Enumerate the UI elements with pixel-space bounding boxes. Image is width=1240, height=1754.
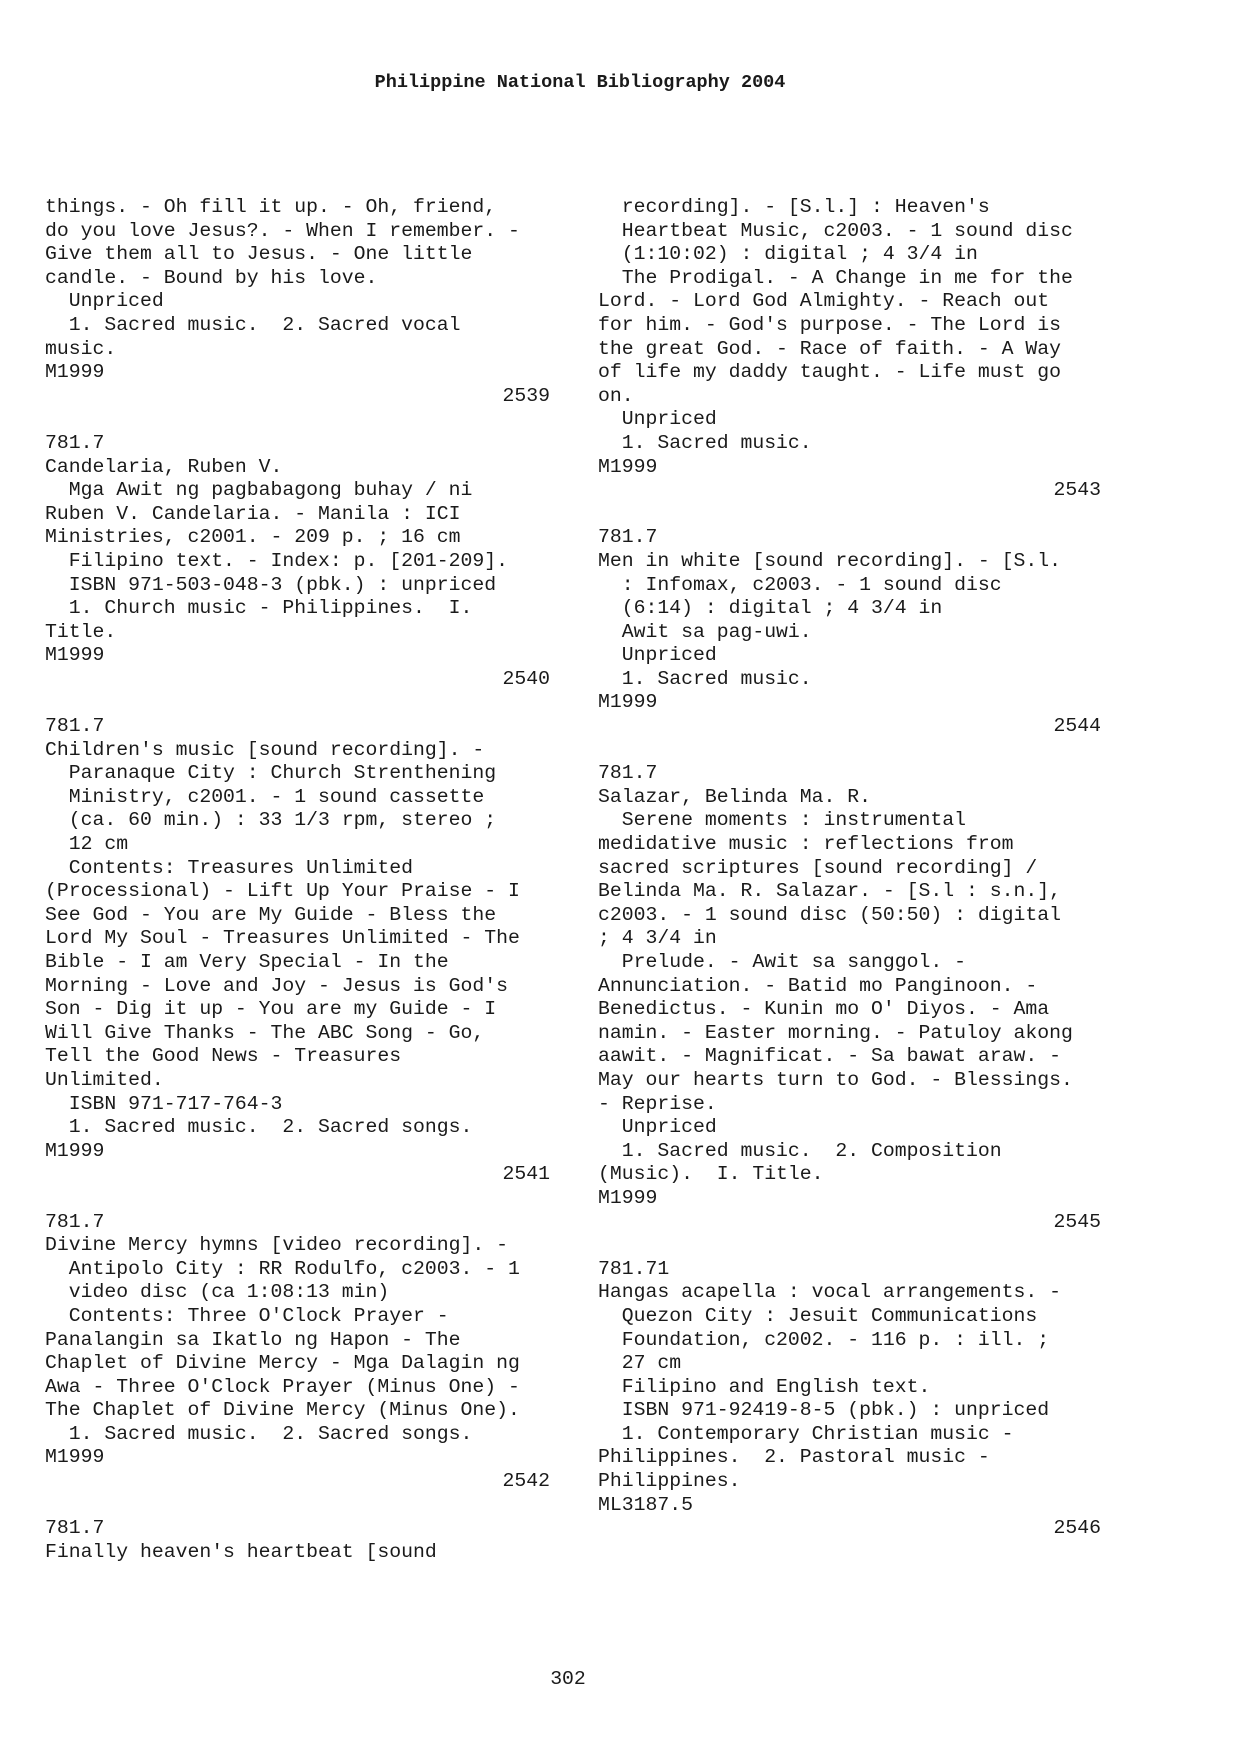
text-line: Benedictus. - Kunin mo O' Diyos. - Ama [598, 998, 1050, 1021]
text-line: Panalangin sa Ikatlo ng Hapon - The [45, 1328, 461, 1351]
text-line: 1. Sacred music. 2. Composition [598, 1139, 1002, 1162]
text-line [598, 1234, 1158, 1258]
text-line: ISBN 971-92419-8-5 (pbk.) : unpriced [598, 1399, 1050, 1422]
text-line: for him. - God's purpose. - The Lord is [598, 313, 1061, 336]
text-line: Will Give Thanks - The ABC Song - Go, [45, 1021, 485, 1044]
text-line: (ca. 60 min.) : 33 1/3 rpm, stereo ; [45, 809, 497, 832]
text-line: Heartbeat Music, c2003. - 1 sound disc [598, 219, 1073, 242]
text-line: Contents: Three O'Clock Prayer - [45, 1304, 449, 1327]
text-line: 12 cm [45, 833, 129, 856]
text-line: Philippines. 2. Pastoral music - [598, 1446, 990, 1469]
text-line: ISBN 971-717-764-3 [45, 1092, 283, 1115]
text-line: Awit sa pag-uwi. [598, 620, 812, 643]
text-line: Tell the Good News - Treasures [45, 1045, 402, 1068]
text-line: 1. Sacred music. 2. Sacred songs. [45, 1116, 473, 1139]
text-line: Belinda Ma. R. Salazar. - [S.l : s.n.], [598, 880, 1061, 903]
text-line: 781.7 [598, 762, 658, 785]
text-line [45, 691, 550, 715]
text-line: things. - Oh fill it up. - Oh, friend, [45, 196, 497, 218]
page-title: Philippine National Bibliography 2004 [374, 72, 786, 93]
text-line: video disc (ca 1:08:13 min) [45, 1281, 390, 1304]
text-line: Unpriced [598, 1116, 717, 1139]
text-line: Philippines. [598, 1470, 741, 1493]
text-line: 781.7 [598, 526, 658, 549]
text-line: 781.7 [45, 431, 105, 454]
text-line: 1. Contemporary Christian music - [598, 1422, 1014, 1445]
text-line: Chaplet of Divine Mercy - Mga Dalagin ng [45, 1352, 520, 1375]
text-line: (6:14) : digital ; 4 3/4 in [598, 597, 943, 620]
text-line: Annunciation. - Batid mo Panginoon. - [598, 974, 1038, 997]
text-line: Mga Awit ng pagbabagong buhay / ni [45, 479, 473, 502]
text-line: M1999 [598, 691, 658, 714]
entry-number: 2542 [502, 1470, 550, 1493]
text-line: Unpriced [598, 408, 717, 431]
entry-number: 2546 [1053, 1517, 1101, 1540]
text-line: aawit. - Magnificat. - Sa bawat araw. - [598, 1045, 1061, 1068]
text-line: Finally heaven's heartbeat [sound [45, 1540, 437, 1563]
text-line: Ministries, c2001. - 209 p. ; 16 cm [45, 526, 461, 549]
text-line: Prelude. - Awit sa sanggol. - [598, 951, 966, 973]
text-line: M1999 [45, 361, 105, 384]
left-column [45, 196, 550, 1564]
text-line: Unlimited. [45, 1068, 164, 1091]
text-line: Children's music [sound recording]. - [45, 738, 485, 761]
text-line: namin. - Easter morning. - Patuloy akong [598, 1021, 1073, 1044]
text-line: Give them all to Jesus. - One little [45, 243, 473, 266]
text-line: 1. Sacred music. 2. Sacred songs. [45, 1422, 473, 1445]
text-line: ML3187.5 [598, 1493, 693, 1516]
text-line: recording]. - [S.l.] : Heaven's [598, 196, 990, 218]
text-line: M1999 [45, 1139, 105, 1162]
text-line: do you love Jesus?. - When I remember. - [45, 219, 520, 242]
text-line: ; 4 3/4 in [598, 927, 717, 950]
text-line: Son - Dig it up - You are my Guide - I [45, 998, 497, 1021]
text-line: Candelaria, Ruben V. [45, 455, 283, 478]
text-line: candle. - Bound by his love. [45, 266, 378, 289]
text-line: music. [45, 337, 117, 360]
text-line: : Infomax, c2003. - 1 sound disc [598, 573, 1002, 596]
text-line: Filipino text. - Index: p. [201-209]. [45, 549, 508, 572]
text-line: Unpriced [598, 644, 717, 667]
text-line: Contents: Treasures Unlimited [45, 856, 413, 879]
text-line: (Music). I. Title. [598, 1163, 824, 1186]
text-line: M1999 [598, 455, 658, 478]
text-line: Title. [45, 620, 117, 643]
text-line: medidative music : reflections from [598, 833, 1014, 856]
text-line: c2003. - 1 sound disc (50:50) : digital [598, 903, 1061, 926]
text-line: 1. Sacred music. [598, 431, 812, 454]
text-line: M1999 [598, 1186, 658, 1209]
text-line: See God - You are My Guide - Bless the [45, 903, 497, 926]
text-line [45, 1187, 550, 1211]
text-line: Men in white [sound recording]. - [S.l. [598, 549, 1061, 572]
text-line: Divine Mercy hymns [video recording]. - [45, 1234, 508, 1257]
text-line: Salazar, Belinda Ma. R. [598, 785, 872, 808]
text-line: 781.7 [45, 715, 105, 738]
text-line: the great God. - Race of faith. - A Way [598, 337, 1061, 360]
text-line: ISBN 971-503-048-3 (pbk.) : unpriced [45, 573, 497, 596]
text-line: Ruben V. Candelaria. - Manila : ICI [45, 502, 461, 525]
text-line: on. [598, 384, 634, 407]
text-line: Lord. - Lord God Almighty. - Reach out [598, 290, 1050, 313]
text-line: - Reprise. [598, 1092, 717, 1115]
entry-number: 2543 [1053, 479, 1101, 502]
text-line: Awa - Three O'Clock Prayer (Minus One) - [45, 1375, 520, 1398]
entry-number: 2544 [1053, 715, 1101, 738]
text-line [45, 1494, 550, 1518]
text-line: 781.7 [45, 1517, 105, 1540]
text-line: Serene moments : instrumental [598, 809, 966, 832]
text-line: The Chaplet of Divine Mercy (Minus One). [45, 1399, 520, 1422]
text-line: The Prodigal. - A Change in me for the [598, 266, 1073, 289]
text-line: Ministry, c2001. - 1 sound cassette [45, 785, 485, 808]
text-line: Foundation, c2002. - 116 p. : ill. ; [598, 1328, 1050, 1351]
text-line: sacred scriptures [sound recording] / [598, 856, 1038, 879]
text-line: Bible - I am Very Special - In the [45, 951, 449, 973]
text-line: Antipolo City : RR Rodulfo, c2003. - 1 [45, 1257, 520, 1280]
text-line: M1999 [45, 1446, 105, 1469]
text-line [45, 408, 550, 432]
text-line: of life my daddy taught. - Life must go [598, 361, 1061, 384]
text-line: Unpriced [45, 290, 164, 313]
text-line: 27 cm [598, 1352, 682, 1375]
text-line: 1. Church music - Philippines. I. [45, 597, 473, 620]
entry-number: 2539 [502, 384, 550, 407]
text-line: Lord My Soul - Treasures Unlimited - The [45, 927, 520, 950]
entry-number: 2545 [1053, 1210, 1101, 1233]
entry-number: 2541 [502, 1163, 550, 1186]
text-line: 781.7 [45, 1210, 105, 1233]
text-line: Hangas acapella : vocal arrangements. - [598, 1281, 1061, 1304]
text-line: 781.71 [598, 1257, 670, 1280]
text-line [598, 739, 1158, 763]
text-line [598, 503, 1158, 527]
text-line: Quezon City : Jesuit Communications [598, 1304, 1038, 1327]
entry-number: 2540 [502, 667, 550, 690]
text-line: M1999 [45, 644, 105, 667]
text-line: May our hearts turn to God. - Blessings. [598, 1068, 1073, 1091]
text-line: Morning - Love and Joy - Jesus is God's [45, 974, 508, 997]
text-line: Filipino and English text. [598, 1375, 931, 1398]
text-line: (1:10:02) : digital ; 4 3/4 in [598, 243, 978, 266]
text-line: (Processional) - Lift Up Your Praise - I [45, 880, 520, 903]
right-column [598, 196, 1158, 1541]
text-line: 1. Sacred music. [598, 667, 812, 690]
text-line: 1. Sacred music. 2. Sacred vocal [45, 313, 461, 336]
page-number: 302 [550, 1668, 586, 1690]
text-line: Paranaque City : Church Strenthening [45, 762, 497, 785]
